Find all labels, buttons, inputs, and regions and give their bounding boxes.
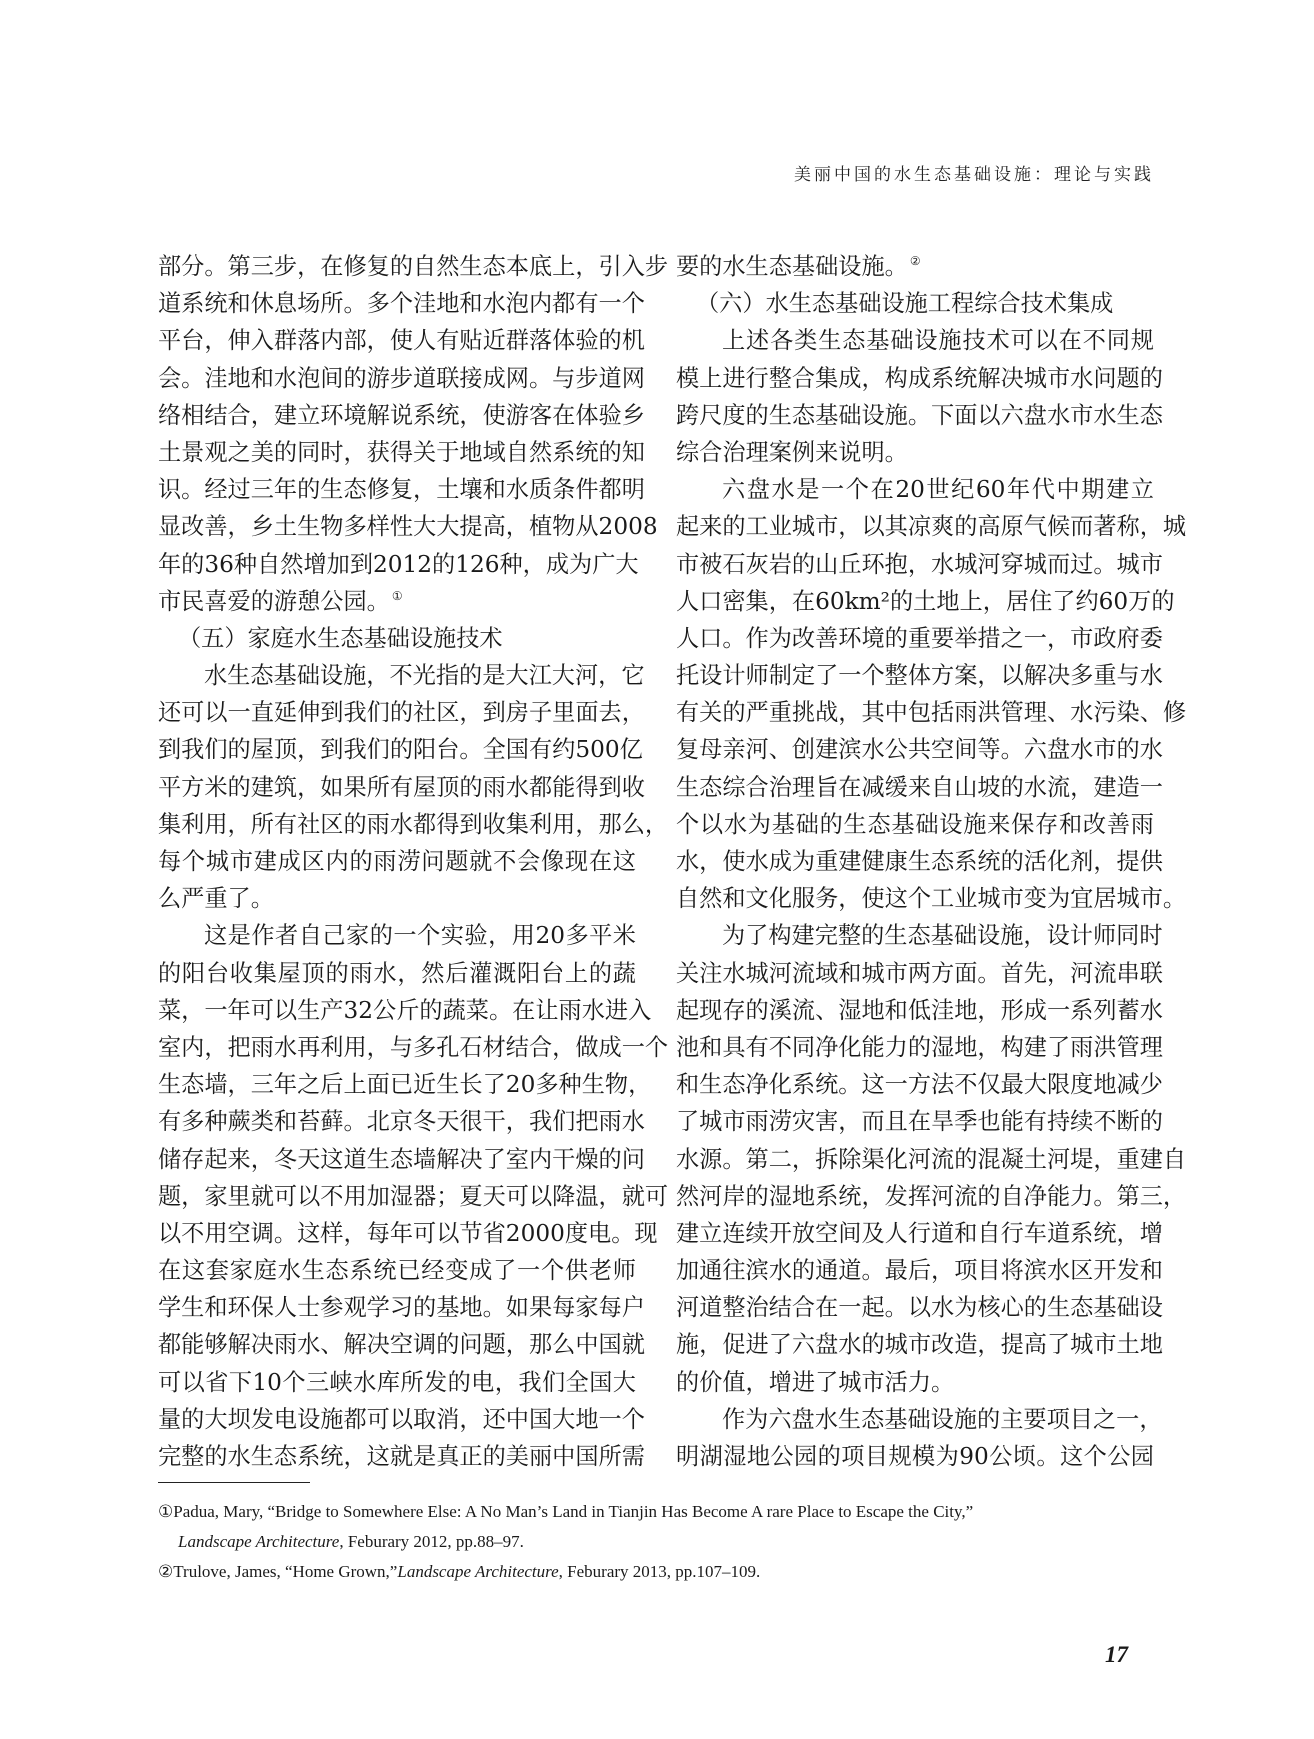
text-span: 市民喜爱的游憩公园。	[158, 587, 390, 615]
text-line: 的价值，增进了城市活力。	[676, 1368, 955, 1396]
text-line: 道系统和休息场所。多个洼地和水泡内都有一个	[158, 290, 645, 318]
text-line: 综合治理案例来说明。	[676, 438, 908, 466]
text-line: 部分。第三步，在修复的自然生态本底上，引入步	[158, 253, 669, 280]
footnote-1-line1: ①Padua, Mary, “Bridge to Somewhere Else: A No Man’s Land in Tianjin Has Become A rare Place to Escape the City,”	[158, 1502, 974, 1521]
footnote-divider	[158, 1482, 310, 1483]
footnotes	[158, 1497, 1158, 1587]
text-line: 在这套家庭水生态系统已经变成了一个供老师	[158, 1257, 636, 1285]
text-line: 为了构建完整的生态基础设施，设计师同时	[722, 922, 1163, 950]
text-line: 人口密集，在60km²的土地上，居住了约60万的	[676, 587, 1175, 615]
text-line: 生态综合治理旨在减缓来自山坡的水流，建造一	[676, 773, 1163, 801]
text-line: 六盘水是一个在20世纪60年代中期建立	[722, 476, 1154, 504]
text-line: 完整的水生态系统，这就是真正的美丽中国所需	[158, 1443, 645, 1470]
text-line: 池和具有不同净化能力的湿地，构建了雨洪管理	[676, 1033, 1163, 1061]
text-line: 显改善，乡土生物多样性大大提高，植物从2008	[158, 513, 658, 541]
text-line: 识。经过三年的生态修复，土壤和水质条件都明	[158, 476, 645, 504]
text-line: 起来的工业城市，以其凉爽的高原气候而著称，城	[676, 513, 1187, 541]
text-line: 明湖湿地公园的项目规模为90公顷。这个公园	[676, 1443, 1154, 1470]
text-line: 有关的严重挑战，其中包括雨洪管理、水污染、修	[676, 699, 1187, 727]
page-number: 17	[1105, 1642, 1128, 1667]
text-line: 平台，伸入群落内部，使人有贴近群落体验的机	[158, 327, 645, 355]
text-line: 年的36种自然增加到2012的126种，成为广大	[158, 550, 639, 578]
text-line: 会。洼地和水泡间的游步道联接成网。与步道网	[158, 364, 645, 392]
text-line: 生态墙，三年之后上面已近生长了20多种生物，	[158, 1071, 652, 1099]
text-line: 跨尺度的生态基础设施。下面以六盘水市水生态	[676, 401, 1163, 429]
running-header: 美丽中国的水生态基础设施：理论与实践	[794, 165, 1154, 185]
text-line: 上述各类生态基础设施技术可以在不同规	[722, 327, 1154, 355]
footnote-2-head: ②Trulove, James, “Home Grown,”	[158, 1562, 398, 1581]
text-line: 市被石灰岩的山丘环抱，水城河穿城而过。城市	[676, 550, 1163, 578]
footnote-ref-1[interactable]: ①	[391, 588, 403, 603]
text-line: 然河岸的湿地系统，发挥河流的自净能力。第三，	[676, 1182, 1187, 1210]
text-line: 模上进行整合集成，构成系统解决城市水问题的	[676, 364, 1163, 392]
text-line: 以不用空调。这样，每年可以节省2000度电。现	[158, 1219, 658, 1247]
text-line	[676, 248, 1154, 285]
text-line: 复母亲河、创建滨水公共空间等。六盘水市的水	[676, 736, 1163, 764]
text-line: 储存起来，冬天这道生态墙解决了室内干燥的问	[158, 1145, 645, 1173]
text-line: 还可以一直延伸到我们的社区，到房子里面去，	[158, 699, 645, 727]
text-line: 这是作者自己家的一个实验，用20多平米	[204, 922, 636, 950]
text-line: 水，使水成为重建健康生态系统的活化剂，提供	[676, 848, 1163, 875]
text-line: 量的大坝发电设施都可以取消，还中国大地一个	[158, 1405, 645, 1433]
text-line: 个以水为基础的生态基础设施来保存和改善雨	[676, 810, 1154, 838]
footnote-1-line2	[158, 1527, 1158, 1557]
text-line: 起现存的溪流、湿地和低洼地，形成一系列蓄水	[676, 996, 1163, 1024]
text-line: 可以省下10个三峡水库所发的电，我们全国大	[158, 1368, 636, 1396]
right-column	[676, 248, 1187, 1475]
text-line: 水源。第二，拆除渠化河流的混凝土河堤，重建自	[676, 1145, 1187, 1173]
text-line: 每个城市建成区内的雨涝问题就不会像现在这	[158, 848, 636, 875]
text-line: 室内，把雨水再利用，与多孔石材结合，做成一个	[158, 1033, 669, 1061]
footnote-2	[158, 1557, 1158, 1587]
text-line: 施，促进了六盘水的城市改造，提高了城市土地	[676, 1331, 1163, 1359]
text-line: 加通往滨水的通道。最后，项目将滨水区开发和	[676, 1257, 1163, 1285]
text-line: 自然和文化服务，使这个工业城市变为宜居城市。	[676, 885, 1187, 913]
text-line: 河道整治结合在一起。以水为核心的生态基础设	[676, 1294, 1163, 1322]
footnote-2-tail: , Feburary 2013, pp.107–109.	[558, 1562, 761, 1581]
text-line: 平方米的建筑，如果所有屋顶的雨水都能得到收	[158, 773, 645, 801]
text-line: 络相结合，建立环境解说系统，使游客在体验乡	[158, 401, 645, 429]
text-line: 了城市雨涝灾害，而且在旱季也能有持续不断的	[676, 1108, 1163, 1136]
text-span: 要的水生态基础设施。	[676, 253, 908, 280]
text-line: 有多种蕨类和苔藓。北京冬天很干，我们把雨水	[158, 1108, 645, 1136]
text-line: 学生和环保人士参观学习的基地。如果每家每户	[158, 1294, 645, 1322]
footnote-1	[158, 1497, 1158, 1557]
text-line: 水生态基础设施，不光指的是大江大河，它	[204, 662, 645, 690]
text-line: 土景观之美的同时，获得关于地域自然系统的知	[158, 438, 645, 466]
text-line: 么严重了。	[158, 885, 274, 913]
text-line: 人口。作为改善环境的重要举措之一，市政府委	[676, 624, 1163, 652]
text-line: 关注水城河流域和城市两方面。首先，河流串联	[676, 959, 1163, 987]
left-column	[158, 248, 669, 1475]
text-line: 集利用，所有社区的雨水都得到收集利用，那么，	[158, 810, 669, 838]
footnote-1-tail: , Feburary 2012, pp.88–97.	[339, 1532, 524, 1551]
text-line: 建立连续开放空间及人行道和自行车道系统，增	[676, 1219, 1163, 1247]
text-line	[158, 583, 636, 620]
text-line: 都能够解决雨水、解决空调的问题，那么中国就	[158, 1331, 645, 1359]
text-line: 作为六盘水生态基础设施的主要项目之一，	[722, 1405, 1163, 1433]
footnote-ref-2[interactable]: ②	[909, 254, 921, 269]
section-heading-6: （六）水生态基础设施工程综合技术集成	[696, 290, 1114, 318]
text-line: 的阳台收集屋顶的雨水，然后灌溉阳台上的蔬	[158, 959, 636, 987]
text-line: 题，家里就可以不用加湿器；夏天可以降温，就可	[158, 1182, 669, 1210]
section-heading-5: （五）家庭水生态基础设施技术	[178, 624, 503, 652]
footnote-2-journal: Landscape Architecture	[397, 1562, 559, 1581]
text-line: 菜，一年可以生产32公斤的蔬菜。在让雨水进入	[158, 996, 652, 1024]
footnote-1-journal: Landscape Architecture	[178, 1532, 340, 1551]
text-line: 和生态净化系统。这一方法不仅最大限度地减少	[676, 1071, 1163, 1099]
text-line: 托设计师制定了一个整体方案，以解决多重与水	[676, 662, 1163, 690]
text-line: 到我们的屋顶，到我们的阳台。全国有约500亿	[158, 736, 643, 764]
